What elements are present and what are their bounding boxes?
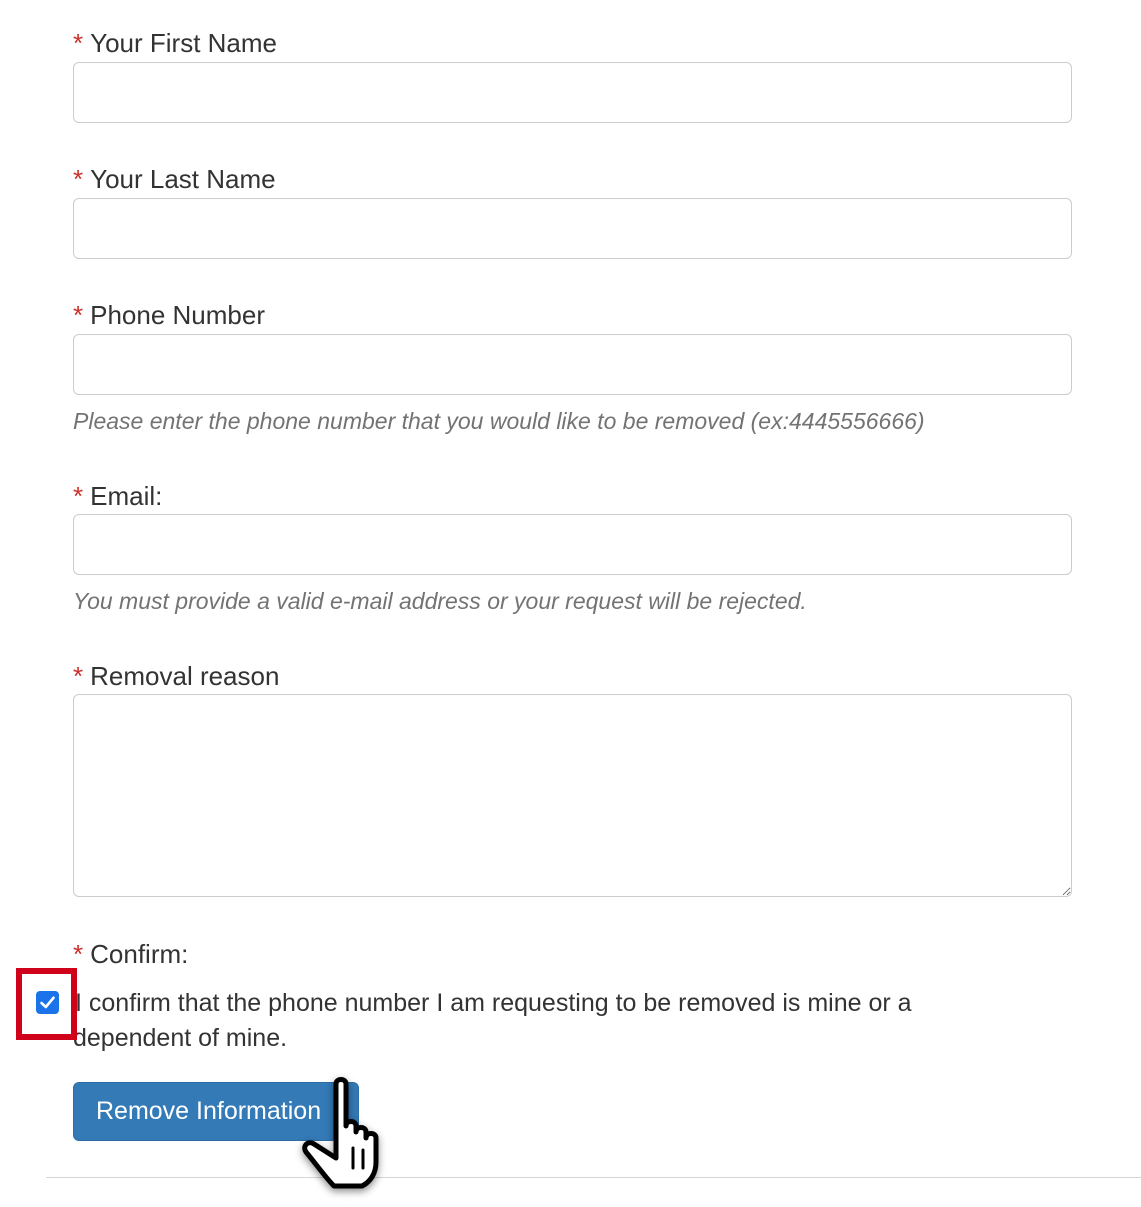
email-input[interactable]	[73, 514, 1072, 575]
phone-help-text: Please enter the phone number that you would like to be removed (ex:4445556666)	[73, 408, 925, 434]
reason-textarea[interactable]	[73, 694, 1072, 897]
phone-input[interactable]	[73, 334, 1072, 395]
hand-pointer-icon	[296, 1074, 400, 1192]
required-star: *	[73, 28, 84, 58]
required-star: *	[73, 164, 84, 194]
section-divider	[46, 1177, 1141, 1178]
first-name-input[interactable]	[73, 62, 1072, 123]
required-star: *	[73, 939, 84, 969]
last-name-input[interactable]	[73, 198, 1072, 259]
first-name-label-text: Your First Name	[90, 28, 277, 58]
confirm-label	[73, 939, 188, 969]
email-label	[73, 481, 162, 511]
required-star: *	[73, 661, 84, 691]
reason-label-text: Removal reason	[90, 661, 280, 691]
remove-information-button[interactable]: Remove Information	[73, 1082, 359, 1141]
checkbox-highlight-box	[16, 968, 77, 1040]
email-help-text: You must provide a valid e-mail address or your request will be rejected.	[73, 588, 807, 614]
last-name-label	[73, 164, 276, 194]
required-star: *	[73, 300, 84, 330]
phone-label-text: Phone Number	[90, 300, 266, 330]
last-name-label-text: Your Last Name	[90, 164, 276, 194]
email-label-text: Email:	[90, 481, 163, 511]
reason-label	[73, 661, 279, 691]
phone-label	[73, 300, 265, 330]
first-name-label	[73, 28, 277, 58]
confirm-statement: I confirm that the phone number I am requesting to be removed is mine or a dependent of mine.	[73, 989, 912, 1052]
required-star: *	[73, 481, 84, 511]
confirm-label-text: Confirm:	[90, 939, 189, 969]
